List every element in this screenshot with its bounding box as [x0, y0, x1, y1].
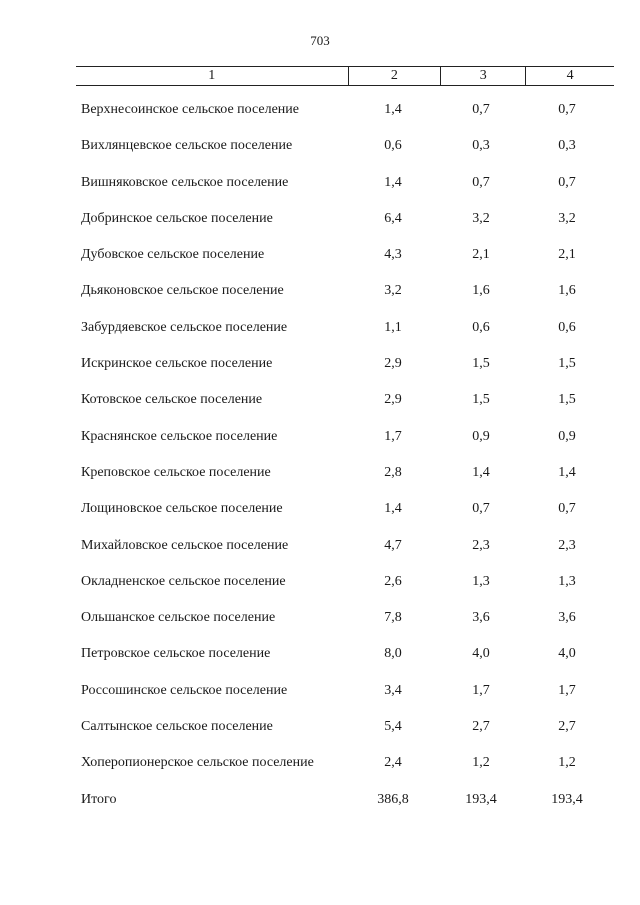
value-col-2: 4,7	[384, 537, 402, 553]
table-row	[0, 100, 640, 136]
settlement-name: Краснянское сельское поселение	[81, 428, 278, 444]
settlement-name: Михайловское сельское поселение	[81, 537, 289, 553]
value-col-3: 4,0	[472, 646, 490, 662]
value-col-2: 6,4	[384, 210, 402, 226]
table-row	[0, 173, 640, 209]
value-col-4: 1,4	[558, 464, 576, 480]
value-col-3: 0,7	[472, 501, 490, 517]
value-col-4: 0,7	[558, 501, 576, 517]
settlement-name: Ольшанское сельское поселение	[81, 610, 276, 626]
settlement-name: Дубовское сельское поселение	[81, 247, 265, 263]
header-col-2: 2	[348, 67, 441, 85]
value-col-3: 2,3	[472, 537, 490, 553]
value-col-4: 3,6	[558, 610, 576, 626]
value-col-4: 0,3	[558, 138, 576, 154]
value-col-3: 2,7	[472, 719, 490, 735]
table-row	[0, 427, 640, 463]
value-col-4: 1,3	[558, 573, 576, 589]
value-col-4: 0,9	[558, 428, 576, 444]
total-label: Итого	[81, 791, 117, 807]
value-col-4: 4,0	[558, 646, 576, 662]
value-col-4: 0,7	[558, 174, 576, 190]
table-row	[0, 318, 640, 354]
value-col-3: 3,2	[472, 210, 490, 226]
table-body	[0, 100, 640, 826]
value-col-2: 4,3	[384, 247, 402, 263]
settlement-name: Креповское сельское поселение	[81, 464, 271, 480]
value-col-2: 7,8	[384, 610, 402, 626]
value-col-3: 0,9	[472, 428, 490, 444]
value-col-2: 3,2	[384, 283, 402, 299]
settlement-name: Верхнесоинское сельское поселение	[81, 102, 299, 117]
value-col-3: 3,6	[472, 610, 490, 626]
value-col-4: 1,6	[558, 283, 576, 299]
value-col-3: 1,5	[472, 392, 490, 408]
table-row	[0, 717, 640, 753]
table-row	[0, 499, 640, 535]
value-col-2: 2,6	[384, 573, 402, 589]
table-row	[0, 209, 640, 245]
table-row	[0, 608, 640, 644]
value-col-3: 1,5	[472, 356, 490, 372]
settlement-name: Вихлянцевское сельское поселение	[81, 138, 293, 154]
settlement-name: Забурдяевское сельское поселение	[81, 319, 288, 335]
header-col-1: 1	[208, 68, 216, 83]
settlement-name: Россошинское сельское поселение	[81, 682, 288, 698]
value-col-3: 1,7	[472, 682, 490, 698]
value-col-4: 2,7	[558, 719, 576, 735]
value-col-2: 8,0	[384, 646, 402, 662]
value-col-4: 1,2	[558, 755, 576, 771]
value-col-4: 2,1	[558, 247, 576, 263]
value-col-2: 1,7	[384, 428, 402, 444]
settlement-name: Искринское сельское поселение	[81, 356, 273, 372]
value-col-2: 1,1	[384, 319, 402, 335]
value-col-3: 1,3	[472, 573, 490, 589]
header-col-4: 4	[525, 67, 614, 85]
value-col-3: 2,1	[472, 247, 490, 263]
table-row	[0, 281, 640, 317]
value-col-2: 1,4	[384, 501, 402, 517]
table-row	[0, 536, 640, 572]
table-row	[0, 463, 640, 499]
settlement-name: Дьяконовское сельское поселение	[81, 283, 284, 299]
value-col-2: 2,8	[384, 464, 402, 480]
value-col-2: 1,4	[384, 102, 402, 117]
settlement-name: Котовское сельское поселение	[81, 392, 263, 408]
value-col-4: 3,2	[558, 210, 576, 226]
settlement-name: Окладненское сельское поселение	[81, 573, 286, 589]
table-row	[0, 136, 640, 172]
total-row	[0, 790, 640, 826]
value-col-4: 1,5	[558, 392, 576, 408]
value-col-4: 1,5	[558, 356, 576, 372]
value-col-3: 1,4	[472, 464, 490, 480]
table-row	[0, 354, 640, 390]
value-col-3: 0,6	[472, 319, 490, 335]
value-col-2: 2,4	[384, 755, 402, 771]
table-row	[0, 681, 640, 717]
value-col-2: 1,4	[384, 174, 402, 190]
value-col-3: 193,4	[465, 791, 497, 807]
table-row	[0, 572, 640, 608]
value-col-2: 386,8	[377, 791, 409, 807]
value-col-2: 2,9	[384, 356, 402, 372]
value-col-4: 193,4	[551, 791, 583, 807]
value-col-4: 2,3	[558, 537, 576, 553]
settlement-name: Лощиновское сельское поселение	[81, 501, 283, 517]
value-col-4: 0,7	[558, 102, 576, 117]
value-col-3: 0,3	[472, 138, 490, 154]
value-col-2: 3,4	[384, 682, 402, 698]
settlement-name: Хоперопионерское сельское поселение	[81, 755, 314, 771]
settlement-name: Салтынское сельское поселение	[81, 719, 273, 735]
table-row	[0, 390, 640, 426]
header-col-3: 3	[440, 67, 525, 85]
table-header	[76, 66, 614, 86]
page-number: 703	[310, 33, 330, 48]
table-row	[0, 245, 640, 281]
settlement-name: Добринское сельское поселение	[81, 210, 273, 226]
value-col-3: 0,7	[472, 174, 490, 190]
settlement-name: Вишняковское сельское поселение	[81, 174, 289, 190]
table-row	[0, 753, 640, 789]
value-col-2: 5,4	[384, 719, 402, 735]
value-col-4: 1,7	[558, 682, 576, 698]
value-col-3: 0,7	[472, 102, 490, 117]
value-col-2: 2,9	[384, 392, 402, 408]
value-col-3: 1,6	[472, 283, 490, 299]
value-col-2: 0,6	[384, 138, 402, 154]
value-col-4: 0,6	[558, 319, 576, 335]
table-row	[0, 644, 640, 680]
settlement-name: Петровское сельское поселение	[81, 646, 271, 662]
value-col-3: 1,2	[472, 755, 490, 771]
